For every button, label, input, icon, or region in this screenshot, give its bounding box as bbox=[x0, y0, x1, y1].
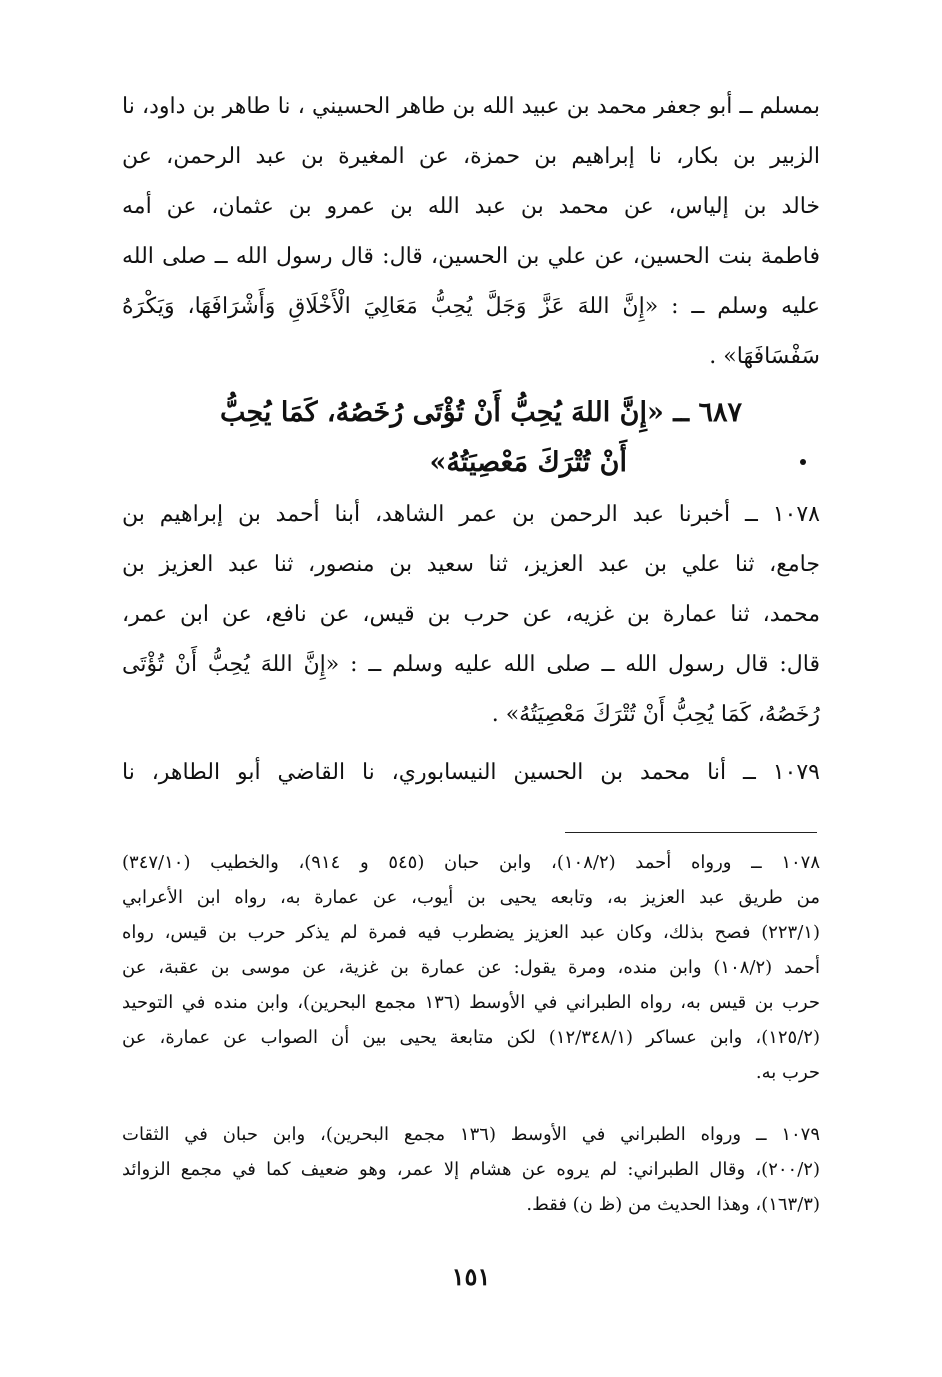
footnote-line: حرب به. bbox=[755, 1062, 820, 1083]
text-line: قال: قال رسول الله ــ صلى الله عليه وسلم ــ : «إِنَّ اللهَ يُحِبُّ أَنْ تُؤْتَى bbox=[122, 652, 820, 677]
footnote-line: (١٦٣/٣)، وهذا الحديث من (ظ ن) فقط. bbox=[526, 1194, 820, 1215]
text-line: ١٠٧٩ ــ أنا محمد بن الحسين النيسابوري، نا القاضي أبو الطاهر، نا bbox=[122, 760, 820, 785]
footnote-line: ١٠٧٨ ــ ورواه أحمد (١٠٨/٢)، وابن حبان (٥٤٥ و ٩١٤)، والخطيب (٣٤٧/١٠) bbox=[122, 852, 821, 873]
text-line: جامع، ثنا علي بن عبد العزيز، ثنا سعيد بن منصور، ثنا عبد العزيز بن bbox=[122, 552, 820, 577]
footnote-line: أحمد (١٠٨/٢) وابن منده، ومرة يقول: عن عمارة بن غزية، عن موسى بن عقبة، عن bbox=[122, 957, 820, 978]
footnote-line: حرب بن قيس به، رواه الطبراني في الأوسط (١٣٦ مجمع البحرين)، وابن منده في التوحيد bbox=[122, 992, 820, 1013]
text-line: الزبير بن بكار، نا إبراهيم بن حمزة، عن المغيرة بن عبد الرحمن، عن bbox=[122, 144, 820, 169]
text-line: فاطمة بنت الحسين، عن علي بن الحسين، قال: قال رسول الله ــ صلى الله bbox=[122, 244, 820, 269]
footnote-line: ١٠٧٩ ــ ورواه الطبراني في الأوسط (١٣٦ مجمع البحرين)، وابن حبان في الثقات bbox=[122, 1124, 820, 1145]
footnote-separator bbox=[565, 832, 817, 833]
text-line: محمد، ثنا عمارة بن غزيه، عن حرب بن قيس، عن نافع، عن ابن عمر، bbox=[122, 602, 820, 627]
footnote-line: (٢٢٣/١) فصح بذلك، وكان عبد العزيز يضطرب فيه فمرة لم يذكر حرب بن قيس، رواه bbox=[122, 922, 820, 943]
footnote-line: (٢٠٠/٢)، وقال الطبراني: لم يروه عن هشام إلا عمر، وهو ضعيف كما في مجمع الزوائد bbox=[122, 1159, 820, 1180]
stray-mark bbox=[800, 459, 806, 465]
text-line: بمسلم ــ أبو جعفر محمد بن عبيد الله بن طاهر الحسيني ، نا طاهر بن داود، نا bbox=[122, 94, 820, 119]
text-line: رُخَصُهُ، كَمَا يُحِبُّ أَنْ تُتْرَكَ مَعْصِيَتُهُ» . bbox=[491, 702, 820, 727]
heading-line-1: ٦٨٧ ــ «إِنَّ اللهَ يُحِبُّ أَنْ تُؤْتَى رُخَصُهُ، كَمَا يُحِبُّ bbox=[219, 397, 742, 428]
text-line: ١٠٧٨ ــ أخبرنا عبد الرحمن بن عمر الشاهد، أبنا أحمد بن إبراهيم بن bbox=[122, 502, 820, 527]
text-line: عليه وسلم ــ : «إِنَّ اللهَ عَزَّ وَجَلَّ يُحِبُّ مَعَالِيَ الْأَخْلَاقِ وَأَشْرَافَهَا، وَيَكْرَهُ bbox=[122, 294, 820, 319]
heading-line-2: أَنْ تُتْرَكَ مَعْصِيَتُهُ» bbox=[429, 447, 627, 478]
footnote-line: (١٢٥/٢)، وابن عساكر (١٢/٣٤٨/١) لكن متابعة يحيى بين أن الصواب عن عمارة، عن bbox=[122, 1027, 820, 1048]
text-line: سَفْسَافَهَا» . bbox=[709, 344, 820, 369]
footnote-line: من طريق عبد العزيز به، وتابعه يحيى بن أيوب، عن عمارة به، رواه ابن الأعرابي bbox=[122, 887, 820, 908]
page-number: ١٥١ bbox=[451, 1262, 491, 1291]
text-line: خالد بن إلياس، عن محمد بن عبد الله بن عمرو بن عثمان، عن أمه bbox=[122, 194, 820, 219]
